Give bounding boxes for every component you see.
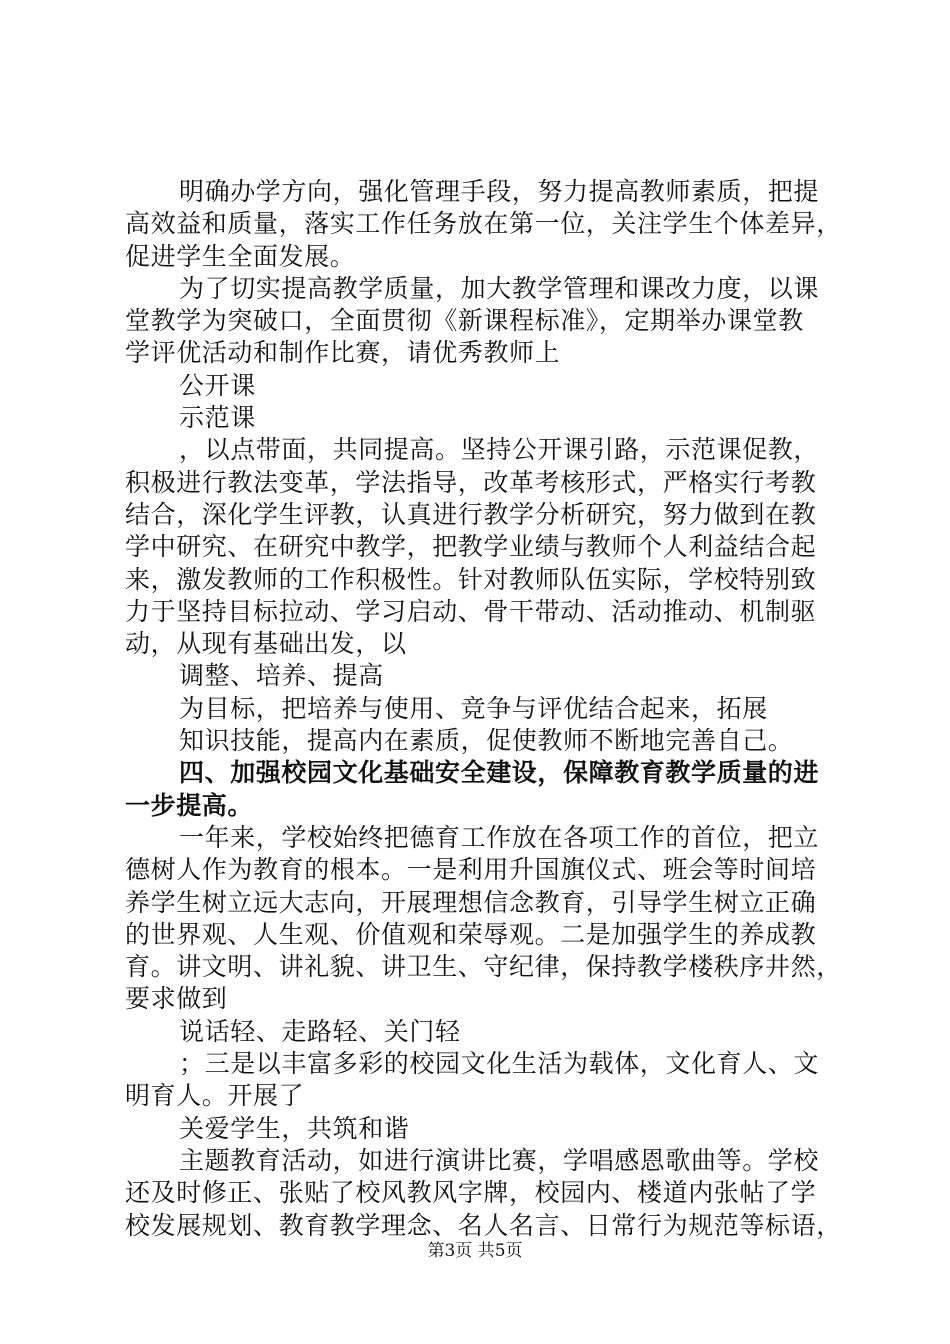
paragraph-line: 知识技能，提高内在素质，促使教师不断地完善自己。: [179, 726, 794, 756]
paragraph-line: 动，从现有基础出发，以: [125, 629, 407, 659]
page-footer: 第3页 共5页: [427, 1241, 523, 1261]
paragraph-line: 关爱学生，共筑和谐: [179, 1113, 410, 1143]
document-body: [125, 176, 842, 1242]
paragraph-line: ，以点带面，共同提高。坚持公开课引路，示范课促教，: [179, 435, 820, 465]
paragraph-line: 结合，深化学生评教，认真进行教学分析研究，努力做到在教: [125, 499, 817, 529]
paragraph-line: 来，激发教师的工作积极性。针对教师队伍实际，学校特别致: [125, 564, 817, 594]
paragraph-line: 为目标，把培养与使用、竞争与评优结合起来，拓展: [179, 693, 768, 723]
paragraph-line: 要求做到: [125, 984, 228, 1014]
paragraph-line: 明确办学方向，强化管理手段，努力提高教师素质，把提: [179, 177, 820, 206]
paragraph-line: 学评优活动和制作比赛，请优秀教师上: [125, 338, 561, 368]
paragraph-line: 主题教育活动，如进行演讲比赛，学唱感恩歌曲等。学校: [179, 1145, 820, 1175]
paragraph-line: 为了切实提高教学质量，加大教学管理和课改力度，以课: [179, 273, 820, 303]
paragraph-line: 德树人作为教育的根本。一是利用升国旗仪式、班会等时间培: [125, 855, 817, 885]
section-heading-line: 四、加强校园文化基础安全建设，保障教育教学质量的进: [179, 758, 820, 788]
paragraph-line: 养学生树立远大志向，开展理想信念教育，引导学生树立正确: [125, 887, 817, 917]
section-heading-line: 一步提高。: [125, 790, 254, 820]
paragraph-line: 一年来，学校始终把德育工作放在各项工作的首位，把立: [179, 822, 820, 852]
paragraph-line: 明育人。开展了: [125, 1081, 305, 1111]
paragraph-line: 育。讲文明、讲礼貌、讲卫生、守纪律，保持教学楼秩序井然，: [125, 952, 842, 982]
paragraph-line: 校发展规划、教育教学理念、名人名言、日常行为规范等标语，: [125, 1210, 842, 1240]
paragraph-line: ；三是以丰富多彩的校园文化生活为载体，文化育人、文: [179, 1049, 820, 1079]
paragraph-line: 调整、培养、提高: [179, 661, 384, 691]
paragraph-line: 学中研究、在研究中教学，把教学业绩与教师个人利益结合起: [125, 532, 817, 562]
paragraph-line: 公开课: [179, 370, 256, 400]
paragraph-line: 示范课: [179, 403, 256, 433]
paragraph-line: 高效益和质量，落实工作任务放在第一位，关注学生个体差异，: [125, 209, 842, 239]
paragraph-line: 说话轻、走路轻、关门轻: [179, 1016, 461, 1046]
paragraph-line: 促进学生全面发展。: [125, 241, 356, 271]
paragraph-line: 的世界观、人生观、价值观和荣辱观。二是加强学生的养成教: [125, 919, 817, 949]
paragraph-line: 还及时修正、张贴了校风教风字牌，校园内、楼道内张帖了学: [125, 1178, 817, 1208]
paragraph-line: 积极进行教法变革，学法指导，改革考核形式，严格实行考教: [125, 467, 817, 497]
paragraph-line: 堂教学为突破口，全面贯彻《新课程标准》，定期举办课堂教: [125, 306, 804, 336]
paragraph-line: 力于坚持目标拉动、学习启动、骨干带动、活动推动、机制驱: [125, 596, 817, 626]
